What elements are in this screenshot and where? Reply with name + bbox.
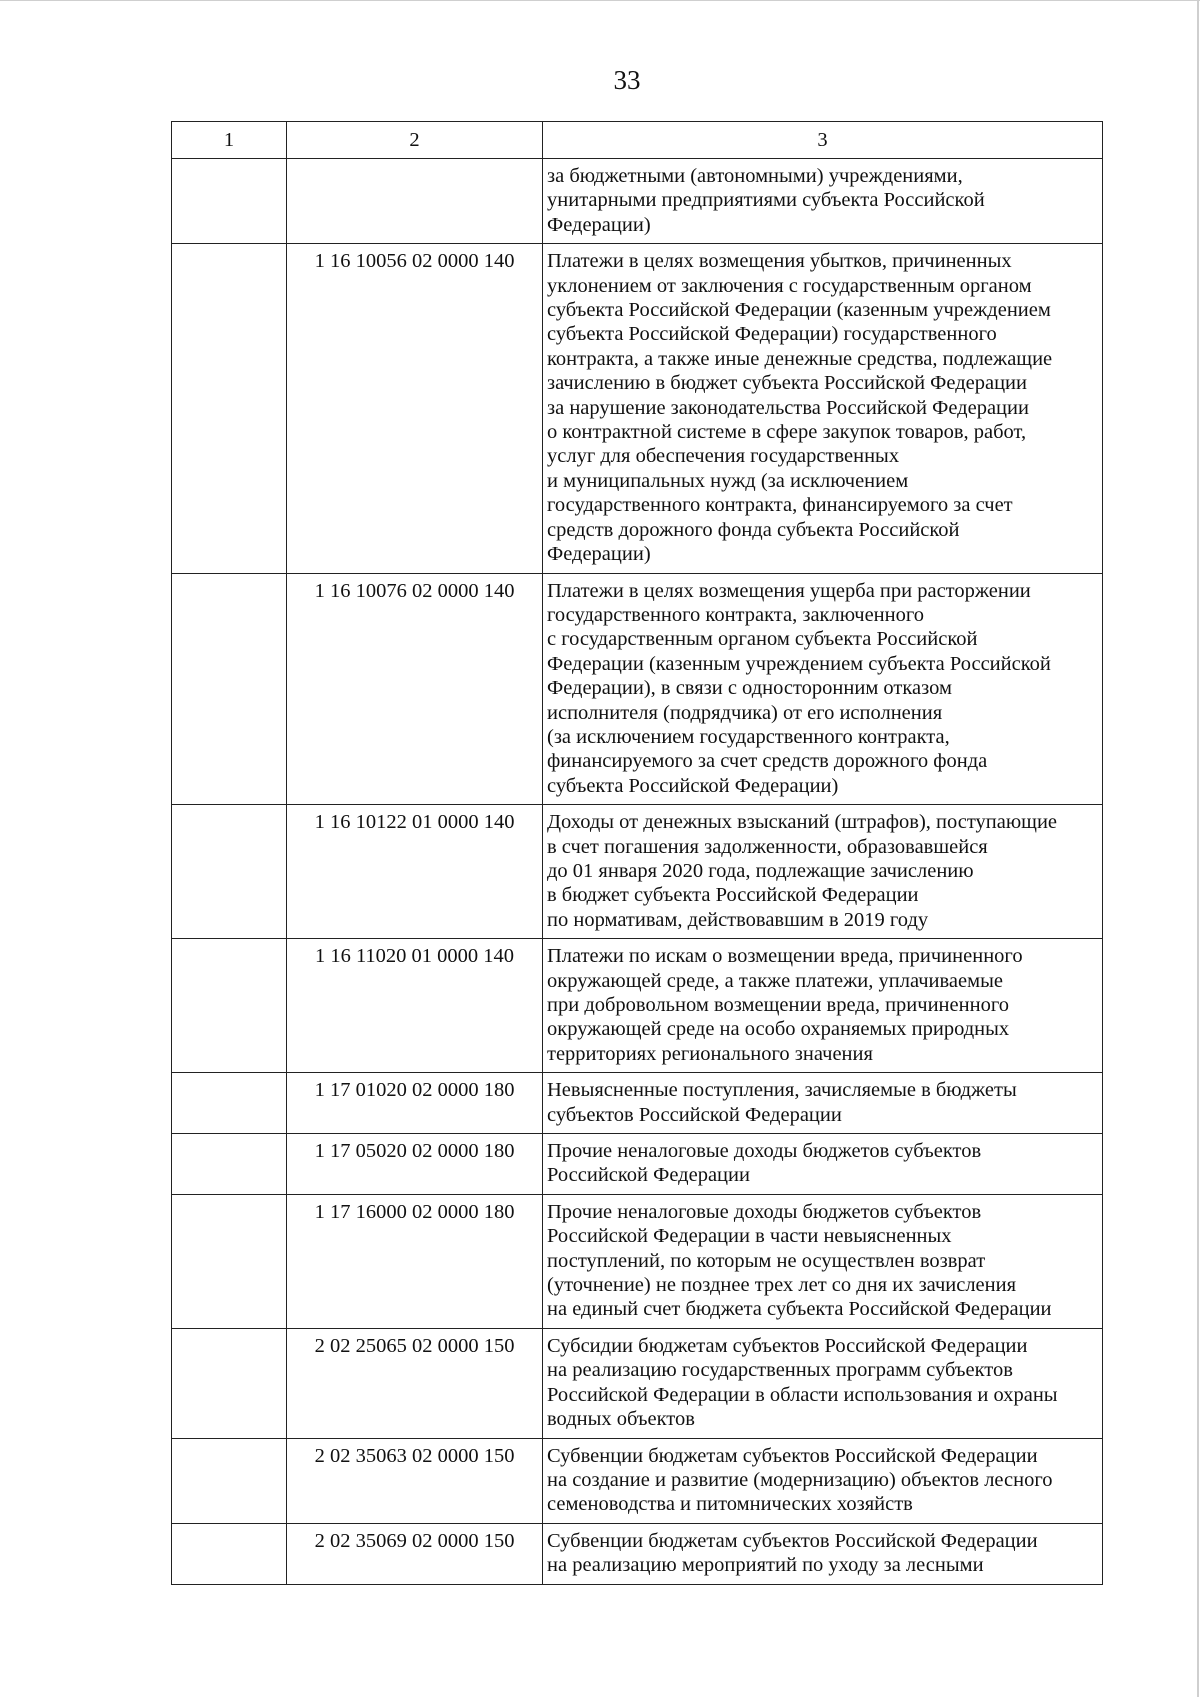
table-row [172, 573, 1103, 805]
row-col1-cell [172, 1438, 287, 1523]
table-row [172, 805, 1103, 939]
revenue-code-cell: 1 16 10056 02 0000 140 [287, 244, 543, 573]
revenue-description-cell: Платежи в целях возмещения убытков, причиненных уклонением от заключения с государственным органом субъекта Российской Федерации (казенным учреждением субъекта Российской Федерации) государственного контракта, а также иные денежные средства, подлежащие зачислению в бюджет субъекта Российской Федерации за нарушение законодательства Российской Федерации о контрактной системе в сфере закупок товаров, работ, услуг для обеспечения государственных и муниципальных нужд (за исключением государственного контракта, финансируемого за счет средств дорожного фонда субъекта Российской Федерации) [543, 244, 1103, 573]
row-col1-cell [172, 1328, 287, 1438]
revenue-description-cell: Невыясненные поступления, зачисляемые в бюджеты субъектов Российской Федерации [543, 1073, 1103, 1134]
revenue-code-cell: 2 02 35063 02 0000 150 [287, 1438, 543, 1523]
revenue-code-cell: 1 16 10122 01 0000 140 [287, 805, 543, 939]
row-col1-cell [172, 805, 287, 939]
revenue-code-cell: 1 16 11020 01 0000 140 [287, 939, 543, 1073]
table-row [172, 244, 1103, 573]
revenue-description-cell: Платежи в целях возмещения ущерба при расторжении государственного контракта, заключенного с государственным органом субъекта Российской Федерации (казенным учреждением субъекта Российской Федерации), в связи с односторонним отказом исполнителя (подрядчика) от его исполнения (за исключением государственного контракта, финансируемого за счет средств дорожного фонда субъекта Российской Федерации) [543, 573, 1103, 805]
row-col1-cell [172, 939, 287, 1073]
table-row [172, 1134, 1103, 1195]
revenue-description-cell: Субвенции бюджетам субъектов Российской Федерации на создание и развитие (модернизацию) объектов лесного семеноводства и питомнических хозяйств [543, 1438, 1103, 1523]
revenue-code-cell [287, 159, 543, 244]
revenue-description-cell: Субсидии бюджетам субъектов Российской Федерации на реализацию государственных программ субъектов Российской Федерации в области использования и охраны водных объектов [543, 1328, 1103, 1438]
row-col1-cell [172, 1073, 287, 1134]
revenue-code-cell: 1 17 16000 02 0000 180 [287, 1194, 543, 1328]
row-col1-cell [172, 159, 287, 244]
table-row [172, 1438, 1103, 1523]
scan-edge-top [0, 0, 1200, 1]
row-col1-cell [172, 1194, 287, 1328]
table-row [172, 1328, 1103, 1438]
header-col-2: 2 [287, 122, 543, 159]
header-col-1: 1 [172, 122, 287, 159]
table-row [172, 159, 1103, 244]
revenue-description-cell: Платежи по искам о возмещении вреда, причиненного окружающей среде, а также платежи, уплачиваемые при добровольном возмещении вреда, причиненного окружающей среде на особо охраняемых природных территориях регионального значения [543, 939, 1103, 1073]
revenue-code-cell: 2 02 25065 02 0000 150 [287, 1328, 543, 1438]
header-col-3: 3 [543, 122, 1103, 159]
table-header-row [172, 122, 1103, 159]
row-col1-cell [172, 573, 287, 805]
table-row [172, 939, 1103, 1073]
table-row [172, 1523, 1103, 1584]
row-col1-cell [172, 1134, 287, 1195]
revenue-code-cell: 1 17 01020 02 0000 180 [287, 1073, 543, 1134]
budget-revenue-table [171, 121, 1103, 1585]
row-col1-cell [172, 244, 287, 573]
revenue-description-cell: Прочие неналоговые доходы бюджетов субъектов Российской Федерации в части невыясненных поступлений, по которым не осуществлен возврат (уточнение) не позднее трех лет со дня их зачисления на единый счет бюджета субъекта Российской Федерации [543, 1194, 1103, 1328]
revenue-code-cell: 1 17 05020 02 0000 180 [287, 1134, 543, 1195]
scan-edge-right [1197, 0, 1199, 1697]
revenue-code-cell: 1 16 10076 02 0000 140 [287, 573, 543, 805]
revenue-description-cell: за бюджетными (автономными) учреждениями, унитарными предприятиями субъекта Российской Федерации) [543, 159, 1103, 244]
row-col1-cell [172, 1523, 287, 1584]
revenue-description-cell: Прочие неналоговые доходы бюджетов субъектов Российской Федерации [543, 1134, 1103, 1195]
revenue-code-cell: 2 02 35069 02 0000 150 [287, 1523, 543, 1584]
revenue-description-cell: Субвенции бюджетам субъектов Российской Федерации на реализацию мероприятий по уходу за лесными [543, 1523, 1103, 1584]
page-number: 33 [613, 65, 641, 95]
table-row [172, 1194, 1103, 1328]
table-row [172, 1073, 1103, 1134]
revenue-description-cell: Доходы от денежных взысканий (штрафов), поступающие в счет погашения задолженности, образовавшейся до 01 января 2020 года, подлежащие зачислению в бюджет субъекта Российской Федерации по нормативам, действовавшим в 2019 году [543, 805, 1103, 939]
